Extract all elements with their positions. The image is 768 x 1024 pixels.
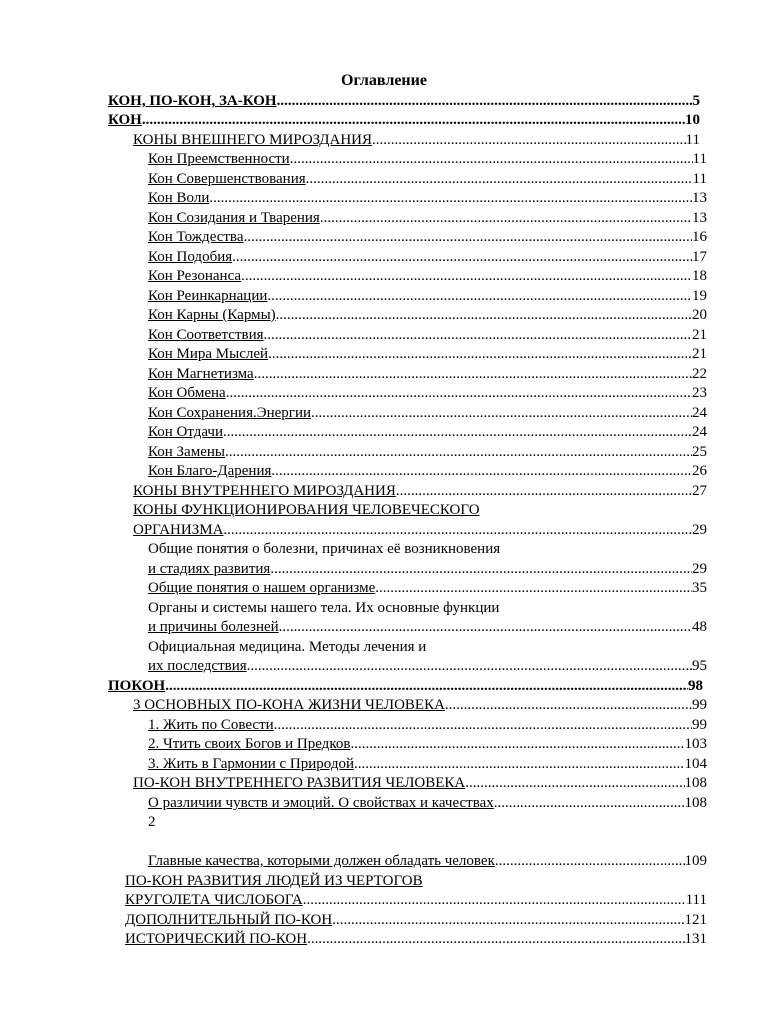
toc-entry-chtit-bogov[interactable] xyxy=(148,735,707,754)
toc-entry-label: Кон Тождества xyxy=(148,229,244,245)
dot-leader xyxy=(268,345,692,364)
toc-entry-oficialnaya-medicina-cont[interactable] xyxy=(148,657,707,676)
toc-entry-label: Кон Соответствия xyxy=(148,327,264,343)
toc-entry-label: КОНЫ ВНУТРЕННЕГО МИРОЗДАНИЯ xyxy=(133,483,396,499)
toc-entry-kony-funkcionirovaniya-cont[interactable] xyxy=(133,521,707,540)
toc-entry-3-osnovnyh-po-kona[interactable] xyxy=(133,696,707,715)
toc-entry-kon-zameny[interactable] xyxy=(148,443,707,462)
dot-leader xyxy=(271,462,692,481)
toc-page-number: 108 xyxy=(684,775,707,791)
toc-entry-zhit-po-sovesti[interactable] xyxy=(148,716,707,735)
toc-entry-po-kon-razvitiya-lyudey-cont[interactable] xyxy=(125,891,707,910)
toc-entry-kon-obmena[interactable] xyxy=(148,384,707,403)
toc-entry-label: 2. Чтить своих Богов и Предков xyxy=(148,736,351,752)
dot-leader xyxy=(277,92,693,111)
toc-page-number: 11 xyxy=(692,171,707,187)
toc-entry-kon-karny[interactable] xyxy=(148,306,707,325)
toc-entry-label: Кон Мира Мыслей xyxy=(148,346,269,362)
toc-entry-po-kon-vnutrennego-razvitiya[interactable] xyxy=(133,774,707,793)
dot-leader xyxy=(209,189,692,208)
toc-page-number: 25 xyxy=(692,444,707,460)
dot-leader xyxy=(307,930,684,949)
toc-entry-organy-i-sistemy[interactable] xyxy=(148,599,499,618)
dot-leader xyxy=(279,618,692,637)
toc-entry-label-cont: ОРГАНИЗМА xyxy=(133,522,224,538)
toc-entry-kon-sootvetstviya[interactable] xyxy=(148,326,707,345)
toc-page-number: 26 xyxy=(692,463,707,479)
toc-entry-label: Общие понятия о болезни, причинах её возникновения xyxy=(148,541,501,557)
toc-entry-label: 3. Жить в Гармонии с Природой xyxy=(148,756,354,772)
toc-entry-label: О различии чувств и эмоций. О свойствах и качествах xyxy=(148,795,494,811)
toc-entry-kon-podobiya[interactable] xyxy=(148,248,707,267)
toc-page-number: 13 xyxy=(692,210,707,226)
dot-leader xyxy=(142,111,685,130)
toc-entry-label: КОНЫ ФУНКЦИОНИРОВАНИЯ ЧЕЛОВЕЧЕСКОГО xyxy=(133,502,480,518)
toc-entry-kon-otdachi[interactable] xyxy=(148,423,707,442)
toc-entry-label: 2 xyxy=(148,814,156,830)
toc-page-number: 27 xyxy=(692,483,707,499)
toc-entry-obshchie-ponyatiya-bolezni[interactable] xyxy=(148,540,500,559)
dot-leader xyxy=(223,423,692,442)
toc-entry-label: Кон Сохранения.Энергии xyxy=(148,405,312,421)
dot-leader xyxy=(243,228,692,247)
toc-entry-label: Органы и системы нашего тела. Их основные функции xyxy=(148,600,500,616)
toc-entry-label: 1. Жить по Совести xyxy=(148,717,274,733)
toc-entry-obshchie-ponyatiya-bolezni-cont[interactable] xyxy=(148,560,707,579)
toc-entry-label: 3 ОСНОВНЫХ ПО-КОНА ЖИЗНИ ЧЕЛОВЕКА xyxy=(133,697,445,713)
dot-leader xyxy=(165,677,688,696)
toc-entry-label: Кон Благо-Дарения xyxy=(148,463,272,479)
toc-entry-label: Кон Воли xyxy=(148,190,210,206)
toc-page-number: 11 xyxy=(685,132,700,148)
dot-leader xyxy=(270,560,692,579)
toc-entry-label: Кон Созидания и Тварения xyxy=(148,210,320,226)
toc-entry-po-kon-razvitiya-lyudey[interactable] xyxy=(125,872,423,891)
toc-page-number: 99 xyxy=(692,697,707,713)
toc-entry-label: ПО-КОН ВНУТРЕННЕГО РАЗВИТИЯ ЧЕЛОВЕКА xyxy=(133,775,466,791)
toc-page-number: 131 xyxy=(684,931,707,947)
toc-entry-kon-magnetizma[interactable] xyxy=(148,365,707,384)
toc-entry-label: КОНЫ ВНЕШНЕГО МИРОЗДАНИЯ xyxy=(133,132,372,148)
toc-page-number: 103 xyxy=(684,736,707,752)
toc-page-number: 48 xyxy=(692,619,707,635)
toc-entry-kon-sohraneniya-energii[interactable] xyxy=(148,404,707,423)
toc-title: Оглавление xyxy=(341,72,427,89)
dot-leader xyxy=(225,443,692,462)
toc-entry-istoricheskiy-po-kon[interactable] xyxy=(125,930,707,949)
toc-page-number: 20 xyxy=(692,307,707,323)
dot-leader xyxy=(264,326,692,345)
toc-entry-kon-rezonansa[interactable] xyxy=(148,267,707,286)
dot-leader xyxy=(332,911,684,930)
toc-entry-label: Кон Замены xyxy=(148,444,225,460)
toc-entry-kon-sovershenstvovaniya[interactable] xyxy=(148,170,707,189)
toc-entry-kony-funkcionirovaniya[interactable] xyxy=(133,501,480,520)
toc-page-number: 16 xyxy=(692,229,707,245)
toc-page-number: 121 xyxy=(684,912,707,928)
dot-leader xyxy=(306,170,693,189)
toc-entry-kon[interactable] xyxy=(108,111,700,130)
toc-page-number: 95 xyxy=(692,658,707,674)
toc-page-number: 21 xyxy=(692,346,707,362)
dot-leader xyxy=(232,248,692,267)
toc-page-number: 99 xyxy=(692,717,707,733)
dot-leader xyxy=(320,209,692,228)
dot-leader xyxy=(274,716,692,735)
toc-entry-o-razlichii-chuvstv[interactable] xyxy=(148,794,707,813)
dot-leader xyxy=(495,852,685,871)
toc-stray-number xyxy=(148,813,156,832)
toc-page-number: 5 xyxy=(692,93,700,109)
dot-leader xyxy=(311,404,692,423)
toc-page-number: 111 xyxy=(685,892,707,908)
dot-leader xyxy=(354,755,685,774)
toc-entry-label: Кон Совершенствования xyxy=(148,171,306,187)
toc-entry-label: ДОПОЛНИТЕЛЬНЫЙ ПО-КОН xyxy=(125,912,333,928)
toc-page-number: 29 xyxy=(692,561,707,577)
dot-leader xyxy=(267,287,692,306)
toc-entry-label: Кон Преемственности xyxy=(148,151,290,167)
dot-leader xyxy=(375,579,692,598)
toc-page-number: 104 xyxy=(684,756,707,772)
toc-entry-obshchie-ponyatiya-organizm[interactable] xyxy=(148,579,707,598)
toc-page-number: 17 xyxy=(692,249,707,265)
toc-entry-label-cont: их последствия xyxy=(148,658,247,674)
dot-leader xyxy=(247,657,692,676)
toc-entry-kon-sozidaniya[interactable] xyxy=(148,209,707,228)
toc-entry-label: ПО-КОН РАЗВИТИЯ ЛЮДЕЙ ИЗ ЧЕРТОГОВ xyxy=(125,873,423,889)
toc-entry-label: ИСТОРИЧЕСКИЙ ПО-КОН xyxy=(125,931,308,947)
toc-page-number: 13 xyxy=(692,190,707,206)
toc-entry-label: Главные качества, которыми должен обладать человек xyxy=(148,853,495,869)
dot-leader xyxy=(303,891,686,910)
toc-entry-label: Кон Магнетизма xyxy=(148,366,254,382)
toc-entry-kon-preemstvennosti[interactable] xyxy=(148,150,707,169)
dot-leader xyxy=(494,794,685,813)
toc-page-number: 109 xyxy=(684,853,707,869)
toc-entry-kon-voli[interactable] xyxy=(148,189,707,208)
dot-leader xyxy=(241,267,692,286)
toc-page-number: 24 xyxy=(692,405,707,421)
toc-entry-kon-reinkarnacii[interactable] xyxy=(148,287,707,306)
toc-entry-organy-i-sistemy-cont[interactable] xyxy=(148,618,707,637)
toc-entry-label: Кон Карны (Кармы) xyxy=(148,307,276,323)
toc-entry-dopolnitelnyy-po-kon[interactable] xyxy=(125,911,707,930)
toc-entry-kon-tozhdestva[interactable] xyxy=(148,228,707,247)
toc-entry-kon-po-kon-za-kon[interactable] xyxy=(108,92,700,111)
toc-entry-kony-vneshnego-mirozdaniya[interactable] xyxy=(133,131,700,150)
toc-entry-glavnye-kachestva[interactable] xyxy=(148,852,707,871)
dot-leader xyxy=(226,384,692,403)
toc-entry-oficialnaya-medicina[interactable] xyxy=(148,638,426,657)
toc-page-number: 10 xyxy=(685,112,700,128)
toc-entry-kon-blago-dareniya[interactable] xyxy=(148,462,707,481)
toc-entry-label: Кон Подобия xyxy=(148,249,233,265)
dot-leader xyxy=(465,774,684,793)
toc-page-number: 35 xyxy=(692,580,707,596)
toc-entry-label: Кон Реинкарнации xyxy=(148,288,268,304)
toc-entry-label: ПОКОН xyxy=(108,678,166,694)
toc-entry-label: Официальная медицина. Методы лечения и xyxy=(148,639,427,655)
toc-page-number: 21 xyxy=(692,327,707,343)
toc-page-number: 11 xyxy=(692,151,707,167)
toc-entry-label: КОН xyxy=(108,112,142,128)
toc-entry-kon-mira-mysley[interactable] xyxy=(148,345,707,364)
dot-leader xyxy=(290,150,693,169)
dot-leader xyxy=(445,696,692,715)
toc-page-number: 23 xyxy=(692,385,707,401)
toc-entry-zhit-v-garmonii[interactable] xyxy=(148,755,707,774)
toc-entry-label-cont: КРУГОЛЕТА ЧИСЛОБОГА xyxy=(125,892,303,908)
toc-entry-label: Общие понятия о нашем организме xyxy=(148,580,376,596)
dot-leader xyxy=(254,365,692,384)
toc-entry-label-cont: и стадиях развития xyxy=(148,561,271,577)
toc-page-number: 98 xyxy=(688,678,703,694)
toc-page-number: 18 xyxy=(692,268,707,284)
toc-page-number: 108 xyxy=(684,795,707,811)
toc-page-number: 19 xyxy=(692,288,707,304)
toc-entry-label: Кон Обмена xyxy=(148,385,226,401)
dot-leader xyxy=(276,306,692,325)
dot-leader xyxy=(350,735,684,754)
toc-page-number: 24 xyxy=(692,424,707,440)
toc-entry-label: Кон Отдачи xyxy=(148,424,223,440)
toc-entry-label: Кон Резонанса xyxy=(148,268,242,284)
toc-entry-kony-vnutrennego-mirozdaniya[interactable] xyxy=(133,482,707,501)
toc-entry-label-cont: и причины болезней xyxy=(148,619,279,635)
toc-page-number: 22 xyxy=(692,366,707,382)
dot-leader xyxy=(223,521,692,540)
toc-page-number: 29 xyxy=(692,522,707,538)
dot-leader xyxy=(372,131,686,150)
toc-entry-pokon[interactable] xyxy=(108,677,703,696)
dot-leader xyxy=(396,482,692,501)
toc-entry-label: КОН, ПО-КОН, ЗА-КОН xyxy=(108,93,277,109)
